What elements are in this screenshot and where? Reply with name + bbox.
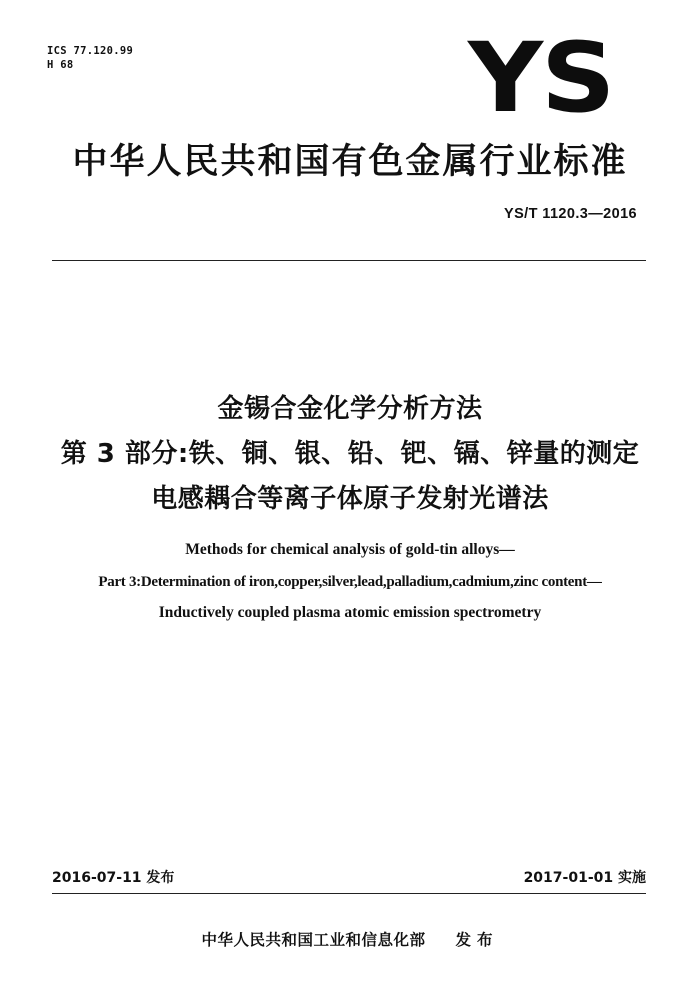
chinese-title-line-2: 第 3 部分:铁、铜、银、铅、钯、镉、锌量的测定	[60, 439, 640, 469]
standard-number: YS/T 1120.3—2016	[504, 206, 637, 222]
bottom-divider	[52, 893, 646, 894]
english-title-line-3: Inductively coupled plasma atomic emission spectrometry	[158, 604, 542, 621]
top-divider	[52, 260, 646, 261]
issue-date: 2016-07-11 发布	[52, 870, 175, 886]
issuing-authority	[0, 930, 700, 950]
english-title-line-2: Part 3:Determination of iron,copper,silver,lead,palladium,cadmium,zinc content—	[98, 574, 602, 590]
issuer-action: 发布	[455, 931, 499, 949]
chinese-title-line-1: 金锡合金化学分析方法	[217, 394, 483, 424]
ys-logo: YS	[468, 22, 614, 134]
ics-code: ICS 77.120.99	[47, 45, 134, 57]
ccs-code: H 68	[47, 59, 74, 71]
english-title-line-1: Methods for chemical analysis of gold-tin alloys—	[185, 541, 515, 558]
standard-category-heading: 中华人民共和国有色金属行业标准	[72, 142, 628, 182]
issuer-name: 中华人民共和国工业和信息化部	[201, 931, 426, 949]
implementation-date: 2017-01-01 实施	[523, 870, 646, 886]
chinese-title-line-3: 电感耦合等离子体原子发射光谱法	[151, 484, 549, 514]
